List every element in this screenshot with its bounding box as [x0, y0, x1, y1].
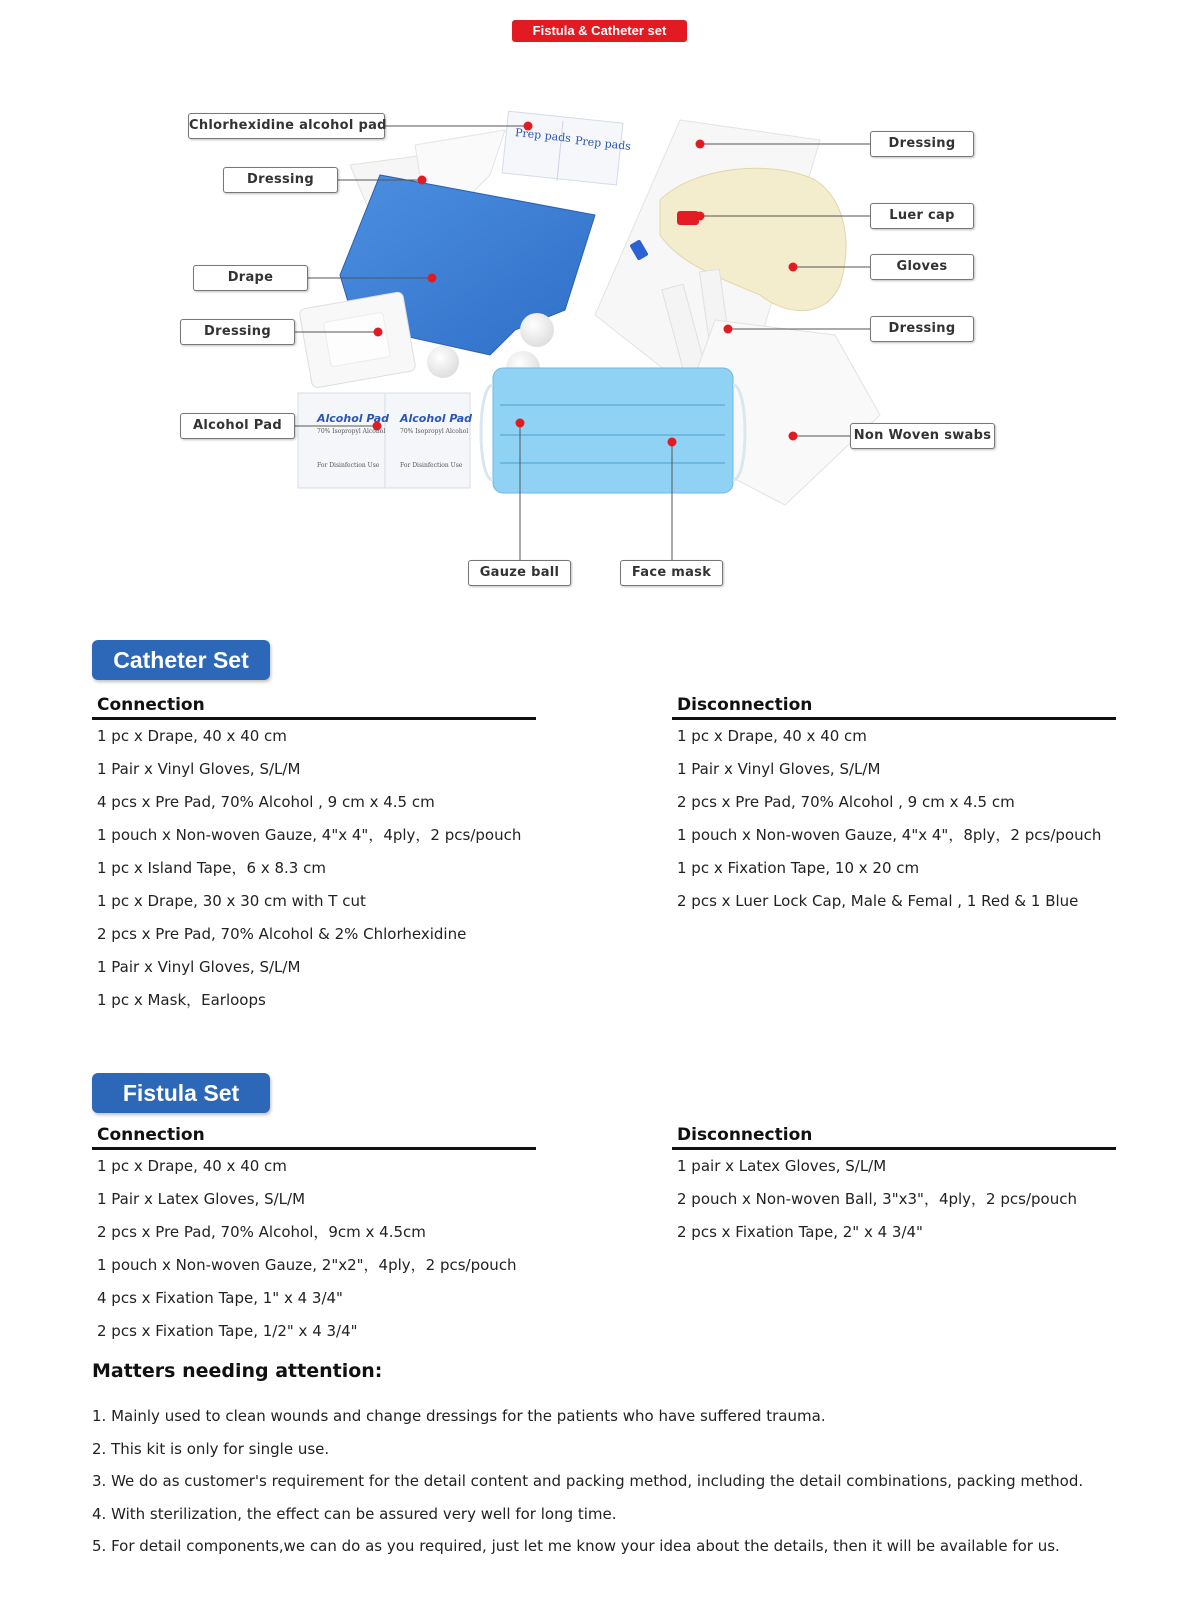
list-item: 1 pc x Mask，Earloops	[97, 991, 266, 1009]
fistula-connection-list	[92, 1150, 536, 1348]
attention-notes	[92, 1400, 1083, 1563]
list-item: 2 pcs x Fixation Tape, 1/2" x 4 3/4"	[97, 1322, 358, 1340]
product-photo	[95, 85, 1105, 605]
callout-luer-cap: Luer cap	[870, 203, 974, 229]
catheter-disconnection-heading: Disconnection	[672, 692, 1116, 720]
catheter-connection-heading: Connection	[92, 692, 536, 720]
fistula-disconnection-column	[672, 1122, 1116, 1249]
catheter-disconnection-list	[672, 720, 1116, 918]
callout-chlorhexidine-pad: Chlorhexidine alcohol pad	[188, 113, 385, 139]
list-item: 1 Pair x Vinyl Gloves, S/L/M	[677, 760, 881, 778]
alcohol-pad-sub-1: 70% Isopropyl Alcohol	[317, 428, 386, 435]
callout-dressing-top-left: Dressing	[223, 167, 338, 193]
list-item: 2 pcs x Pre Pad, 70% Alcohol，9cm x 4.5cm	[97, 1223, 426, 1241]
fistula-connection-heading: Connection	[92, 1122, 536, 1150]
face-mask-shape	[493, 368, 733, 493]
fistula-set-header: Fistula Set	[92, 1073, 270, 1113]
list-item: 2 pcs x Fixation Tape, 2" x 4 3/4"	[677, 1223, 923, 1241]
alcohol-pad-use-1: For Disinfection Use	[317, 462, 380, 469]
list-item: 1 pouch x Non-woven Gauze, 2"x2"，4ply，2 pcs/pouch	[97, 1256, 517, 1274]
gauze-ball	[427, 346, 459, 378]
alcohol-pad-use-2: For Disinfection Use	[400, 462, 463, 469]
alcohol-pad-label-1: Alcohol Pad	[317, 412, 390, 425]
alcohol-pad-package	[298, 393, 388, 488]
list-item: 1 pc x Drape, 40 x 40 cm	[677, 727, 867, 745]
note-item: 4. With sterilization, the effect can be assured very well for long time.	[92, 1504, 617, 1523]
list-item: 1 pouch x Non-woven Gauze, 4"x 4"，8ply，2 pcs/pouch	[677, 826, 1102, 844]
callout-gauze-ball: Gauze ball	[468, 560, 571, 586]
fistula-disconnection-heading: Disconnection	[672, 1122, 1116, 1150]
prep-pad-text: Prep pads	[514, 126, 572, 145]
list-item: 2 pcs x Pre Pad, 70% Alcohol & 2% Chlorhexidine	[97, 925, 467, 943]
list-item: 1 Pair x Vinyl Gloves, S/L/M	[97, 958, 301, 976]
callout-alcohol-pad: Alcohol Pad	[180, 413, 295, 439]
note-item: 3. We do as customer's requirement for the detail content and packing method, including the detail combinations, packing method.	[92, 1472, 1084, 1490]
list-item: 1 Pair x Vinyl Gloves, S/L/M	[97, 760, 301, 778]
note-item: 1. Mainly used to clean wounds and change dressings for the patients who have suffered trauma.	[92, 1407, 826, 1425]
callout-gloves: Gloves	[870, 254, 974, 280]
fistula-connection-column	[92, 1122, 536, 1348]
catheter-disconnection-column	[672, 692, 1116, 918]
callout-non-woven-swabs: Non Woven swabs	[850, 423, 995, 449]
list-item: 4 pcs x Pre Pad, 70% Alcohol , 9 cm x 4.5 cm	[97, 793, 435, 811]
alcohol-pad-package	[385, 393, 473, 488]
list-item: 2 pcs x Luer Lock Cap, Male & Femal , 1 Red & 1 Blue	[677, 892, 1079, 910]
callout-dressing-mid-left: Dressing	[180, 319, 295, 345]
list-item: 2 pouch x Non-woven Ball, 3"x3"，4ply，2 pcs/pouch	[677, 1190, 1077, 1208]
note-item: 5. For detail components,we can do as you required, just let me know your idea about the details, then it will be available for us.	[92, 1537, 1060, 1555]
note-item: 2. This kit is only for single use.	[92, 1439, 330, 1458]
callout-dressing-mid-right: Dressing	[870, 316, 974, 342]
list-item: 1 pouch x Non-woven Gauze, 4"x 4"，4ply，2 pcs/pouch	[97, 826, 522, 844]
fistula-disconnection-list	[672, 1150, 1116, 1249]
catheter-connection-column	[92, 692, 536, 1017]
list-item: 2 pcs x Pre Pad, 70% Alcohol , 9 cm x 4.5 cm	[677, 793, 1015, 811]
callout-dressing-top-right: Dressing	[870, 131, 974, 157]
list-item: 1 pc x Fixation Tape, 10 x 20 cm	[677, 859, 920, 877]
catheter-set-header: Catheter Set	[92, 640, 270, 680]
alcohol-pad-sub-2: 70% Isopropyl Alcohol	[400, 428, 469, 435]
page-banner: Fistula & Catheter set	[512, 20, 687, 42]
alcohol-pad-label-2: Alcohol Pad	[400, 412, 473, 425]
list-item: 1 pc x Drape, 40 x 40 cm	[97, 727, 287, 745]
callout-drape: Drape	[193, 265, 308, 291]
list-item: 1 pc x Island Tape，6 x 8.3 cm	[97, 859, 326, 877]
red-luer-cap	[677, 211, 699, 225]
list-item: 4 pcs x Fixation Tape, 1" x 4 3/4"	[97, 1289, 343, 1307]
list-item: 1 pc x Drape, 30 x 30 cm with T cut	[97, 892, 366, 910]
list-item: 1 pc x Drape, 40 x 40 cm	[97, 1157, 287, 1175]
list-item: 1 Pair x Latex Gloves, S/L/M	[97, 1190, 306, 1208]
attention-title: Matters needing attention:	[92, 1360, 383, 1382]
list-item: 1 pair x Latex Gloves, S/L/M	[677, 1157, 887, 1175]
prep-pad-text-2: Prep pads	[574, 134, 632, 153]
catheter-connection-list	[92, 720, 536, 1017]
product-illustration	[95, 85, 1105, 605]
callout-face-mask: Face mask	[620, 560, 723, 586]
gauze-ball	[520, 313, 554, 347]
